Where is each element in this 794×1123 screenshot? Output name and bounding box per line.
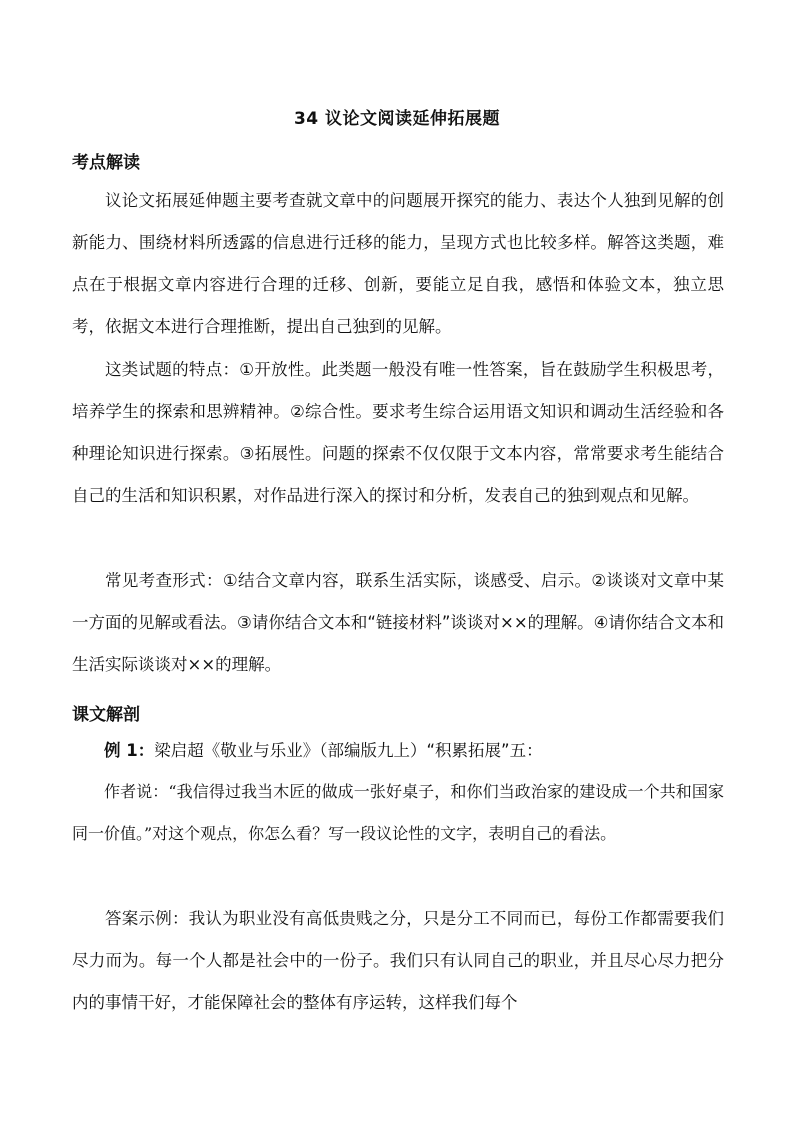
paragraph-features: 这类试题的特点：①开放性。此类题一般没有唯一性答案，旨在鼓励学生积极思考，培养学生的探索和思辨精神。②综合性。要求考生综合运用语文知识和调动生活经验和各种理论知识进行探索。③拓展性。问题的探索不仅仅限于文本内容，常常要求考生能结合自己的生活和知识积累，对作品进行深入的探讨和分析，发表自己的独到观点和见解。 xyxy=(72,360,724,505)
paragraph-forms: 常见考查形式：①结合文章内容，联系生活实际，谈感受、启示。②谈谈对文章中某一方面的见解或看法。③请你结合文本和“链接材料”谈谈对××的理解。④请你结合文本和生活实际谈谈对××的理解。 xyxy=(72,571,724,674)
section-heading-kaodian: 考点解读 xyxy=(72,153,140,173)
example-source: 梁启超《敬业与乐业》（部编版九上）“积累拓展”五： xyxy=(154,741,543,760)
paragraph-intro: 议论文拓展延伸题主要考查就文章中的问题展开探究的能力、表达个人独到见解的创新能力、围绕材料所透露的信息进行迁移的能力，呈现方式也比较多样。解答这类题，难点在于根据文章内容进行合理的迁移、创新，要能立足自我，感悟和体验文本，独立思考，依据文本进行合理推断，提出自己独到的见解。 xyxy=(72,191,724,336)
page-title: 34 议论文阅读延伸拓展题 xyxy=(293,109,501,129)
example-question: 作者说：“我信得过我当木匠的做成一张好桌子，和你们当政治家的建设成一个共和国家同一价值。”对这个观点，你怎么看？写一段议论性的文字，表明自己的看法。 xyxy=(72,782,724,843)
example-header xyxy=(104,737,543,761)
section-heading-kewen: 课文解剖 xyxy=(72,705,140,725)
example-label: 例 1： xyxy=(104,741,155,760)
example-answer: 答案示例：我认为职业没有高低贵贱之分，只是分工不同而已，每份工作都需要我们尽力而为。每一个人都是社会中的一份子。我们只有认同自己的职业，并且尽心尽力把分内的事情干好，才能保障社会的整体有序运转，这样我们每个 xyxy=(72,909,724,1012)
